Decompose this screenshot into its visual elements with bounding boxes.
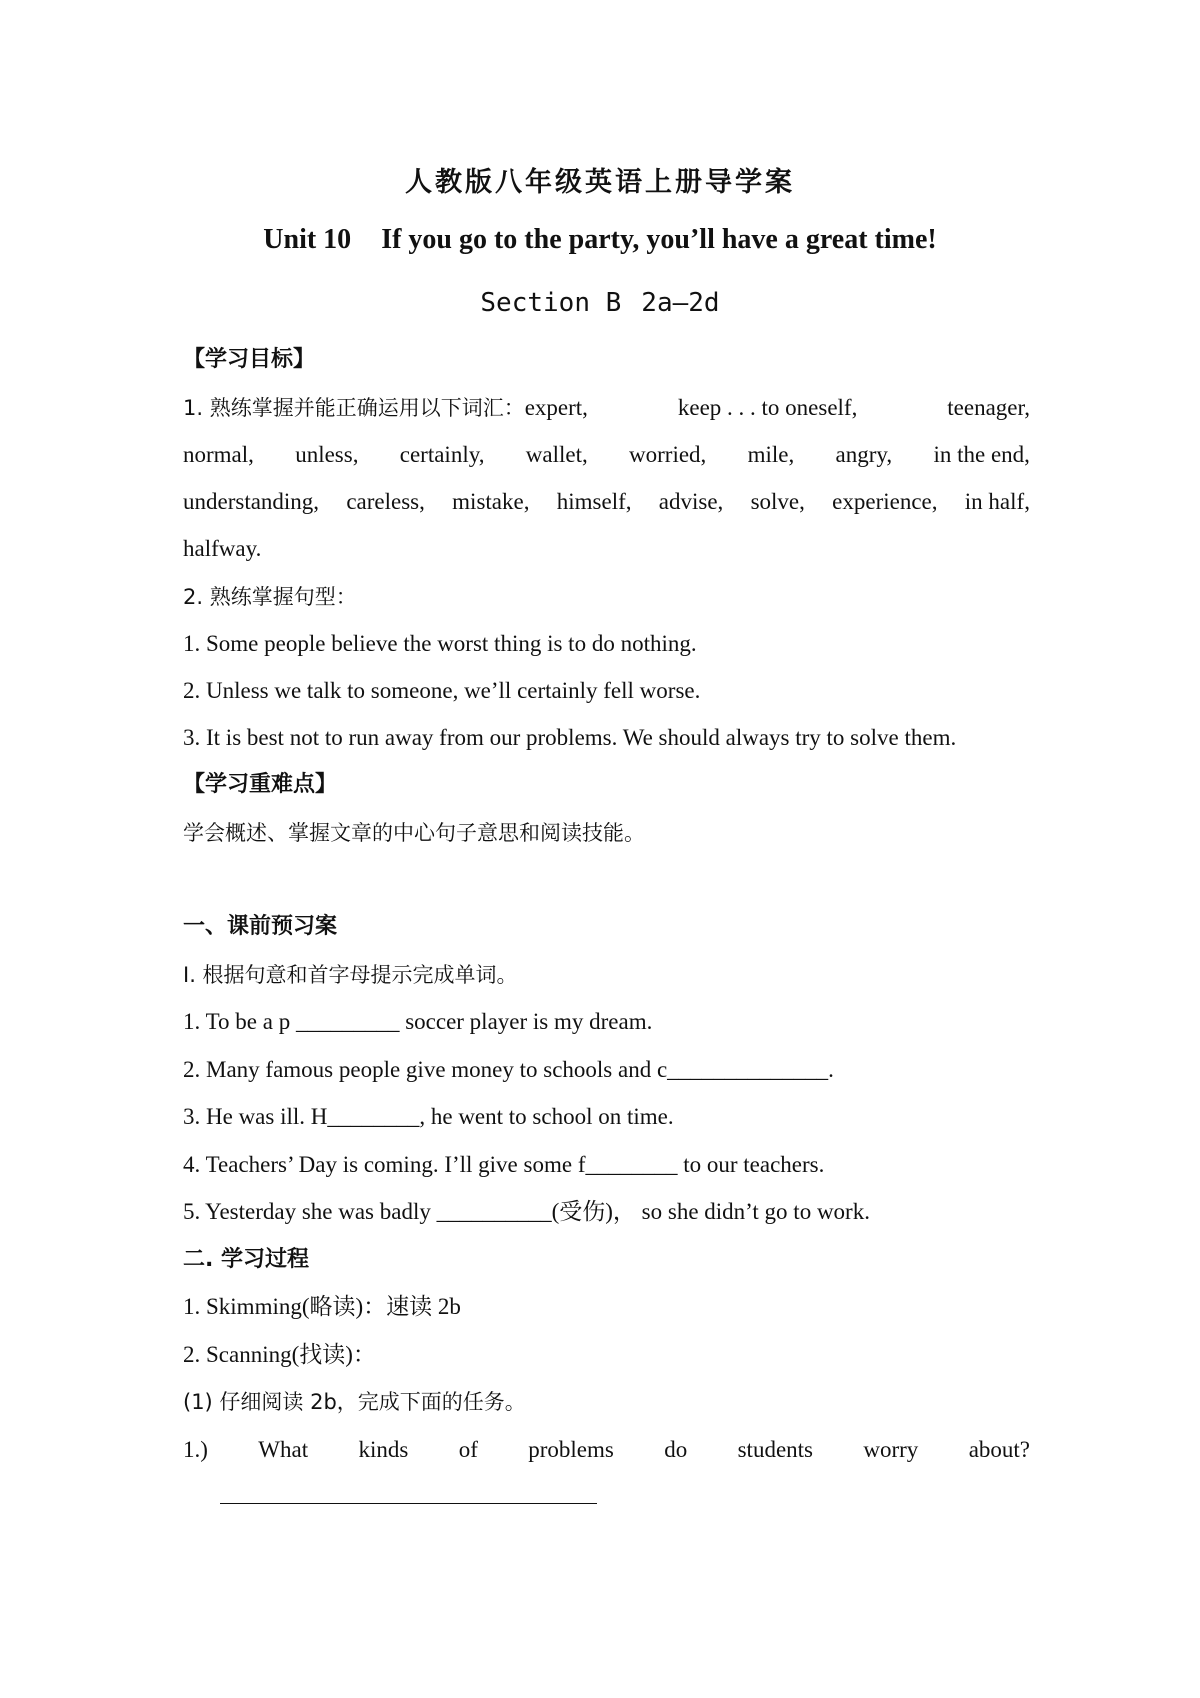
skimming-step: 1. Skimming(略读)：速读 2b <box>183 1294 461 1319</box>
vocab-word: mistake, <box>452 489 530 514</box>
vocab-word: himself, <box>556 489 632 514</box>
vocab-word: careless, <box>346 489 425 514</box>
question-1 <box>183 1435 1030 1465</box>
vocab-word: in the end, <box>933 442 1030 467</box>
key-points-heading: 【学习重难点】 <box>183 772 338 797</box>
process-heading: 二. 学习过程 <box>183 1247 310 1272</box>
vocab-word: understanding, <box>183 489 320 514</box>
sentence-pattern-3: 3. It is best not to run away from our problems. We should always try to solve them. <box>183 725 957 750</box>
vocab-word: in half, <box>964 489 1030 514</box>
unit-title <box>0 224 1200 256</box>
objective-item-2-label: 2. 熟练掌握句型： <box>183 585 357 609</box>
question-word: What <box>258 1437 309 1462</box>
unit-name: If you go to the party, you’ll have a great time! <box>381 224 937 255</box>
vocab-word: worried, <box>629 442 707 467</box>
question-number: 1.) <box>183 1437 208 1462</box>
preview-heading: 一、课前预习案 <box>183 914 338 939</box>
question-word: about? <box>968 1437 1030 1462</box>
fill-in-item-4: 4. Teachers’ Day is coming. I’ll give some f________ to our teachers. <box>183 1152 825 1177</box>
fill-in-item-2: 2. Many famous people give money to schools and c______________. <box>183 1057 834 1082</box>
vocab-word: unless, <box>295 442 359 467</box>
unit-number: Unit 10 <box>263 224 352 255</box>
answer-blank-line[interactable] <box>220 1503 597 1504</box>
scanning-step: 2. Scanning(找读)： <box>183 1342 376 1367</box>
vocab-word: normal, <box>183 442 254 467</box>
vocab-word: mile, <box>747 442 795 467</box>
document-title: 人教版八年级英语上册导学案 <box>405 167 795 198</box>
vocab-line-1 <box>183 393 1030 423</box>
section-title <box>0 288 1200 318</box>
objective-item-1-label: 1. 熟练掌握并能正确运用以下词汇：expert, <box>183 395 588 420</box>
objectives-heading: 【学习目标】 <box>183 347 316 372</box>
vocab-word: solve, <box>750 489 805 514</box>
question-word: kinds <box>358 1437 409 1462</box>
vocab-word: teenager, <box>947 395 1030 420</box>
sentence-pattern-1: 1. Some people believe the worst thing is to do nothing. <box>183 631 697 656</box>
vocab-word: keep . . . to oneself, <box>677 395 858 420</box>
question-word: problems <box>528 1437 614 1462</box>
fill-in-item-3: 3. He was ill. H________, he went to school on time. <box>183 1104 674 1129</box>
vocab-word: wallet, <box>525 442 588 467</box>
section-range: 2a—2d <box>641 288 720 318</box>
vocab-word: experience, <box>832 489 938 514</box>
vocab-word: advise, <box>658 489 724 514</box>
question-word: of <box>458 1437 478 1462</box>
section-label: Section B <box>480 288 622 318</box>
vocab-line-2 <box>183 440 1030 470</box>
fill-in-item-1: 1. To be a p _________ soccer player is my dream. <box>183 1009 653 1034</box>
reading-task: (1) 仔细阅读 2b，完成下面的任务。 <box>183 1390 526 1414</box>
question-word: do <box>664 1437 688 1462</box>
sentence-pattern-2: 2. Unless we talk to someone, we’ll certainly fell worse. <box>183 678 701 703</box>
vocab-word: certainly, <box>399 442 485 467</box>
key-points-text: 学会概述、掌握文章的中心句子意思和阅读技能。 <box>183 821 645 845</box>
question-word: worry <box>863 1437 919 1462</box>
vocab-line-3 <box>183 487 1030 517</box>
preview-instruction: Ⅰ. 根据句意和首字母提示完成单词。 <box>183 963 518 987</box>
vocab-line-4: halfway. <box>183 536 262 561</box>
vocab-word: angry, <box>835 442 893 467</box>
fill-in-item-5: 5. Yesterday she was badly __________(受伤)， so she didn’t go to work. <box>183 1199 870 1224</box>
question-word: students <box>737 1437 813 1462</box>
